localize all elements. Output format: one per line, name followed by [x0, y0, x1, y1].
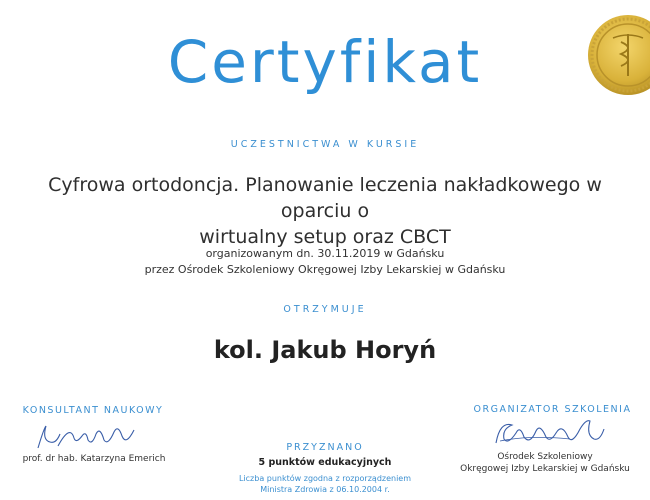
granted-heading: PRZYZNANO — [286, 442, 364, 453]
granted-note — [0, 473, 650, 495]
organized-by-line: przez Ośrodek Szkoleniowy Okręgowej Izby Lekarskiej w Gdańsku — [144, 263, 506, 276]
certificate-title: Certyfikat — [167, 28, 483, 96]
granted-points: 5 punktów edukacyjnych — [258, 457, 392, 468]
organization-info — [0, 246, 650, 278]
recipient-name: kol. Jakub Horyń — [213, 336, 437, 364]
organizer-name-line-2: Okręgowej Izby Lekarskiej w Gdańsku — [460, 464, 630, 474]
organized-date-line: organizowanym dn. 30.11.2019 w Gdańsku — [205, 247, 445, 260]
organizer-name — [440, 451, 650, 475]
consultant-name: prof. dr hab. Katarzyna Emerich — [22, 454, 166, 464]
organizer-name-line-1: Ośrodek Szkoleniowy — [497, 452, 593, 462]
granted-note-line-1: Liczba punktów zgodna z rozporządzeniem — [238, 474, 412, 483]
granted-note-line-2: Ministra Zdrowia z 06.10.2004 r. — [260, 485, 390, 494]
organizer-heading: ORGANIZATOR SZKOLENIA — [473, 404, 632, 415]
course-title-line-2: wirtualny setup oraz CBCT — [199, 226, 451, 248]
consultant-heading: KONSULTANT NAUKOWY — [22, 405, 164, 416]
course-title-line-1: Cyfrowa ortodoncja. Planowanie leczenia nakładkowego w oparciu o — [48, 174, 602, 222]
receives-label: OTRZYMUJE — [283, 304, 367, 315]
course-title — [0, 172, 650, 250]
certificate-subtitle: UCZESTNICTWA W KURSIE — [230, 139, 420, 150]
signature-organizer-icon — [490, 415, 610, 455]
